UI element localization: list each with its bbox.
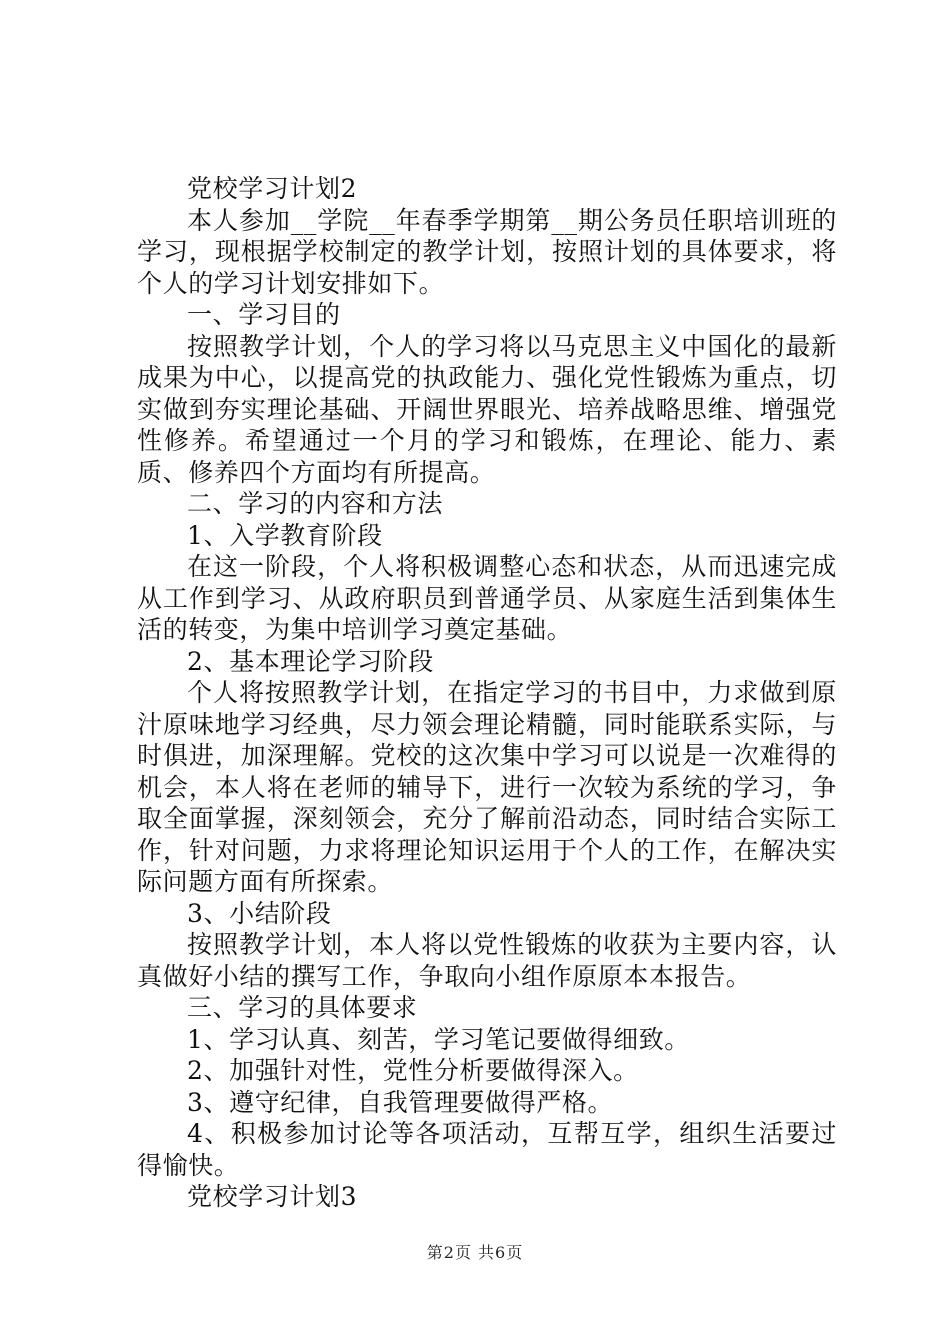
list-item: 3、遵守纪律，自我管理要做得严格。 (187, 1087, 614, 1117)
heading: 三、学习的具体要求 (187, 993, 418, 1022)
paragraph: 按照教学计划，本人将以党性锻炼的收获为主要内容，认真做好小结的撰写工作，争取向小组作原原本本报告。 (137, 930, 837, 991)
list-item: 2、加强针对性，党性分析要做得深入。 (187, 1056, 639, 1085)
paragraph: 本人参加__学院__年春季学期第__期公务员任职培训班的学习，现根据学校制定的教学计划，按照计划的具体要求，将个人的学习计划安排如下。 (137, 205, 837, 298)
heading: 一、学习目的 (187, 300, 341, 329)
paragraph: 按照教学计划，个人的学习将以马克思主义中国化的最新成果为中心，以提高党的执政能力、强化党性锻炼为重点，切实做到夯实理论基础、开阔世界眼光、培养战略思维、增强党性修养。希望通过一个月的学习和锻炼，在理论、能力、素质、修养四个方面均有所提高。 (137, 331, 837, 487)
list-item: 4、积极参加讨论等各项活动，互帮互学，组织生活要过得愉快。 (137, 1119, 837, 1180)
paragraph: 个人将按照教学计划，在指定学习的书目中，力求做到原汁原味地学习经典，尽力领会理论精髓，同时能联系实际，与时俱进，加深理解。党校的这次集中学习可以说是一次难得的机会，本人将在老师的辅导下，进行一次较为系统的学习，争取全面掌握，深刻领会，充分了解前沿动态，同时结合实际工作，针对问题，力求将理论知识运用于个人的工作，在解决实际问题方面有所探索。 (137, 678, 837, 896)
section-title: 党校学习计划3 (187, 1182, 358, 1211)
heading: 二、学习的内容和方法 (187, 489, 444, 518)
subheading: 1、入学教育阶段 (187, 520, 383, 550)
subheading: 2、基本理论学习阶段 (187, 646, 434, 676)
list-item: 1、学习认真、刻苦，学习笔记要做得细致。 (187, 1024, 690, 1054)
section-title: 党校学习计划2 (187, 174, 358, 203)
page-number: 第2页 共6页 (426, 1243, 524, 1262)
subheading: 3、小结阶段 (187, 898, 332, 928)
document-body (137, 173, 837, 1213)
paragraph: 在这一阶段，个人将积极调整心态和状态，从而迅速完成从工作到学习、从政府职员到普通学员、从家庭生活到集体生活的转变，为集中培训学习奠定基础。 (137, 552, 837, 644)
